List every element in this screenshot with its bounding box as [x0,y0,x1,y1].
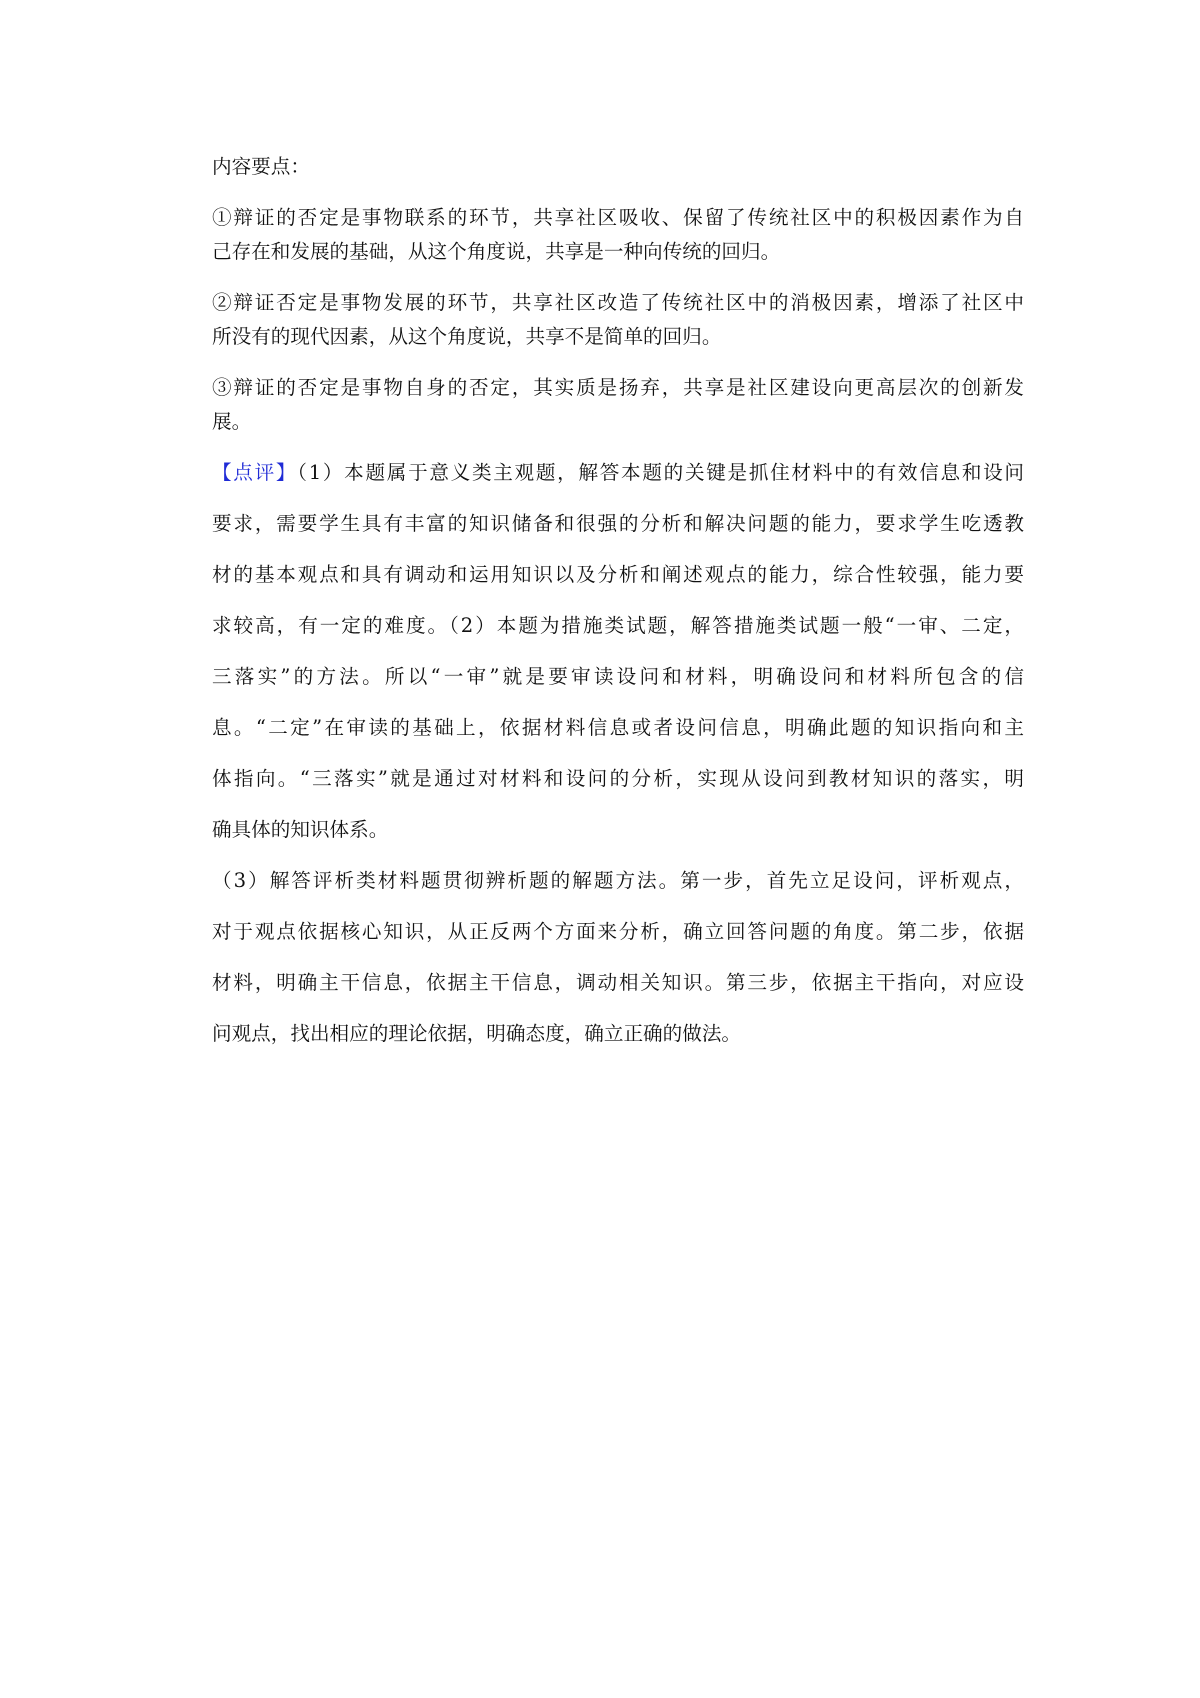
comment-line-7: 体指向。“三落实”就是通过对材料和设问的分析，实现从设问到教材知识的落实，明 [212,767,1024,790]
part3-line-4: 问观点，找出相应的理论依据，明确态度，确立正确的做法。 [212,1022,742,1045]
point-2-line-1: ②辩证否定是事物发展的环节，共享社区改造了传统社区中的消极因素，增添了社区中 [212,291,1024,314]
point-3-line-1: ③辩证的否定是事物自身的否定，其实质是扬弃，共享是社区建设向更高层次的创新发 [212,376,1024,399]
comment-tag: 【点评】 [212,461,298,484]
point-1-line-1: ①辩证的否定是事物联系的环节，共享社区吸收、保留了传统社区中的积极因素作为自 [212,206,1024,229]
comment-line-8: 确具体的知识体系。 [212,818,389,841]
part3-line-3: 材料，明确主干信息，依据主干信息，调动相关知识。第三步，依据主干指向，对应设 [212,971,1024,994]
point-2-line-2: 所没有的现代因素，从这个角度说，共享不是简单的回归。 [212,325,722,348]
comment-line-1 [212,456,1024,490]
point-1-line-2: 己存在和发展的基础，从这个角度说，共享是一种向传统的回归。 [212,240,781,263]
document-page [212,150,1024,1051]
point-3-line-2: 展。 [212,410,252,433]
comment-line-1-text: （1）本题属于意义类主观题，解答本题的关键是抓住材料中的有效信息和设问 [297,461,1024,484]
comment-line-4: 求较高，有一定的难度。（2）本题为措施类试题，解答措施类试题一般“一审、二定， [212,614,1024,637]
comment-line-6: 息。“二定”在审读的基础上，依据材料信息或者设问信息，明确此题的知识指向和主 [212,716,1024,739]
part3-line-2: 对于观点依据核心知识，从正反两个方面来分析，确立回答问题的角度。第二步，依据 [212,920,1024,943]
comment-line-3: 材的基本观点和具有调动和运用知识以及分析和阐述观点的能力，综合性较强，能力要 [212,563,1024,586]
section-heading: 内容要点： [212,155,310,178]
comment-line-5: 三落实”的方法。所以“一审”就是要审读设问和材料，明确设问和材料所包含的信 [212,665,1024,688]
part3-line-1: （3）解答评析类材料题贯彻辨析题的解题方法。第一步，首先立足设问，评析观点， [212,869,1024,892]
comment-line-2: 要求，需要学生具有丰富的知识储备和很强的分析和解决问题的能力，要求学生吃透教 [212,512,1024,535]
